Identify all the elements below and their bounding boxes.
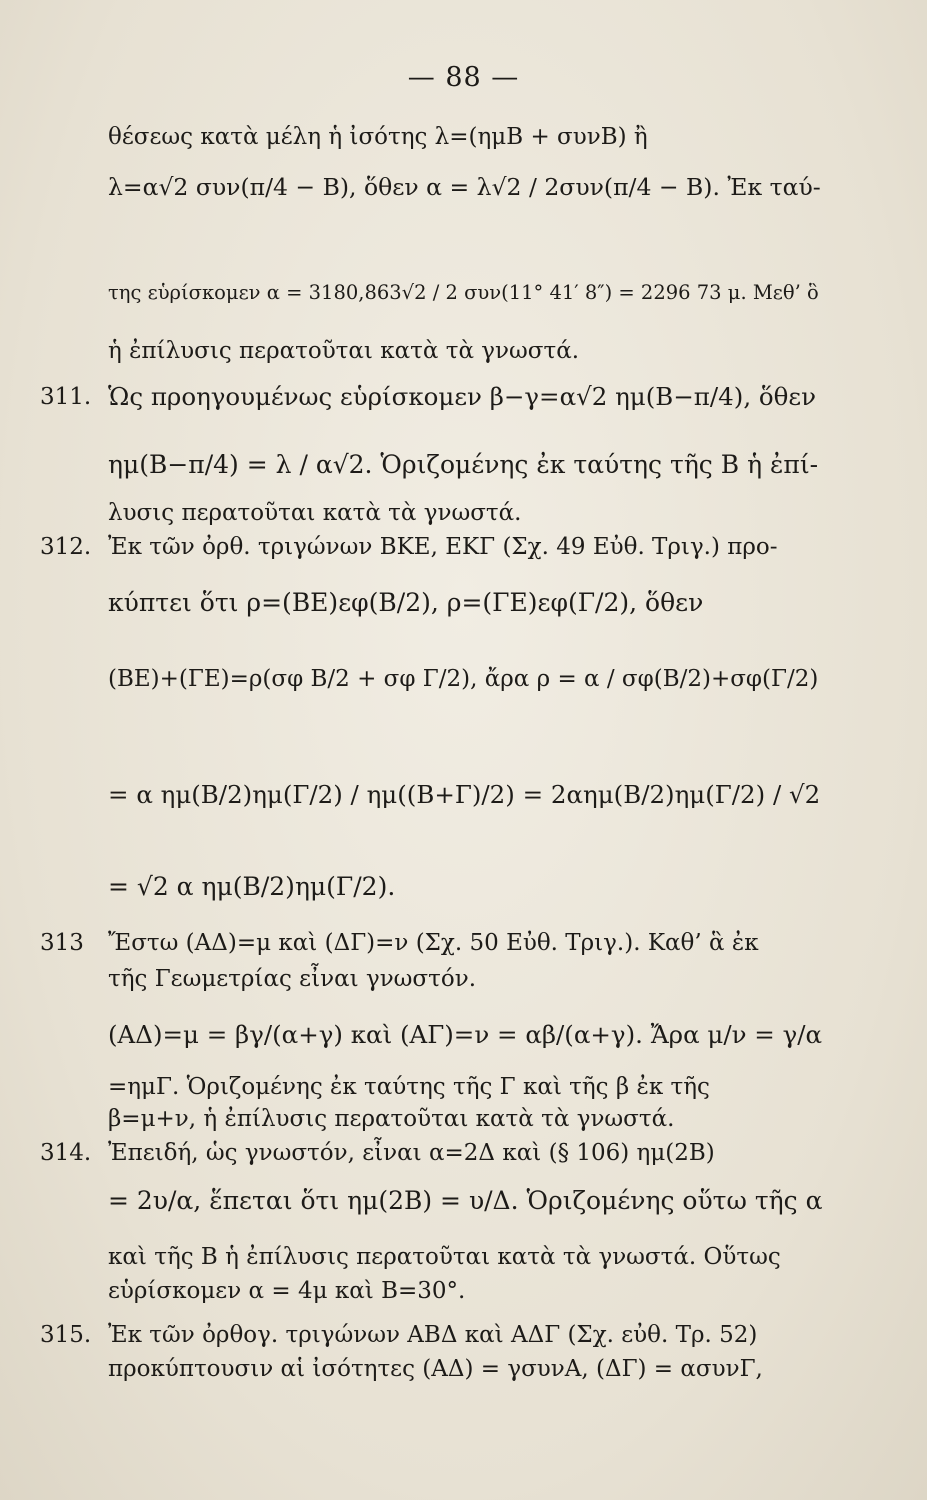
text-line: Ὡς προηγουμένως εὑρίσκομεν β−γ=α√2 ημ(Β−π/4), ὅθεν bbox=[108, 382, 816, 411]
text-line: Ἐκ τῶν ὀρθογ. τριγώνων ΑΒΔ καὶ ΑΔΓ (Σχ. εὐθ. Τρ. 52) bbox=[108, 1322, 758, 1348]
text-line: εὑρίσκομεν α = 4μ καὶ Β=30°. bbox=[108, 1278, 466, 1304]
text-line: Ἐκ τῶν ὀρθ. τριγώνων ΒΚΕ, ΕΚΓ (Σχ. 49 Εὐθ. Τριγ.) προ- bbox=[108, 534, 778, 560]
page-number: — 88 — bbox=[407, 62, 520, 93]
text-line: λυσις περατοῦται κατὰ τὰ γνωστά. bbox=[108, 500, 522, 526]
text-line: καὶ τῆς Β ἡ ἐπίλυσις περατοῦται κατὰ τὰ γνωστά. Οὕτως bbox=[108, 1244, 781, 1270]
text-line: = √2 α ημ(Β/2)ημ(Γ/2). bbox=[108, 872, 396, 901]
text-line: =ημΓ. Ὁριζομένης ἐκ ταύτης τῆς Γ καὶ τῆς β ἐκ τῆς bbox=[108, 1074, 710, 1100]
problem-number: 313 bbox=[40, 930, 84, 956]
text-line: κύπτει ὅτι ρ=(ΒΕ)εφ(Β/2), ρ=(ΓΕ)εφ(Γ/2), ὅθεν bbox=[108, 588, 704, 617]
text-line: τῆς Γεωμετρίας εἶναι γνωστόν. bbox=[108, 966, 476, 992]
text-line: θέσεως κατὰ μέλη ἡ ἰσότης λ=(ημΒ + συνΒ) ἢ bbox=[108, 124, 648, 150]
text-line: Ἔστω (ΑΔ)=μ καὶ (ΔΓ)=ν (Σχ. 50 Εὐθ. Τριγ.). Καθ’ ἃ ἐκ bbox=[108, 930, 759, 956]
text-line: ἡ ἐπίλυσις περατοῦται κατὰ τὰ γνωστά. bbox=[108, 338, 580, 364]
problem-number: 314. bbox=[40, 1140, 92, 1166]
text-line: λ=α√2 συν(π/4 − Β), ὅθεν α = λ√2 / 2συν(π/4 − Β). Ἐκ ταύ- bbox=[108, 173, 821, 201]
problem-number: 315. bbox=[40, 1322, 92, 1348]
text-line: = 2υ/α, ἕπεται ὅτι ημ(2Β) = υ/Δ. Ὁριζομένης οὕτω τῆς α bbox=[108, 1186, 823, 1215]
text-line: = α ημ(Β/2)ημ(Γ/2) / ημ((Β+Γ)/2) = 2αημ(Β/2)ημ(Γ/2) / √2 bbox=[108, 780, 821, 809]
text-line: προκύπτουσιν αἱ ἰσότητες (ΑΔ) = γσυνΑ, (ΔΓ) = ασυνΓ, bbox=[108, 1356, 763, 1382]
problem-number: 311. bbox=[40, 384, 92, 410]
text-line: Ἐπειδή, ὡς γνωστόν, εἶναι α=2Δ καὶ (§ 106) ημ(2Β) bbox=[108, 1140, 715, 1166]
text-line: ημ(Β−π/4) = λ / α√2. Ὁριζομένης ἐκ ταύτης τῆς Β ἡ ἐπί- bbox=[108, 450, 819, 479]
text-line: (ΒΕ)+(ΓΕ)=ρ(σφ Β/2 + σφ Γ/2), ἄρα ρ = α / σφ(Β/2)+σφ(Γ/2) bbox=[108, 666, 819, 692]
text-line: (ΑΔ)=μ = βγ/(α+γ) καὶ (ΑΓ)=ν = αβ/(α+γ). Ἄρα μ/ν = γ/α bbox=[108, 1020, 823, 1049]
text-line: της εὑρίσκομεν α = 3180,863√2 / 2 συν(11° 41′ 8″) = 2296 73 μ. Μεθ’ ὃ bbox=[108, 281, 819, 304]
text-line: β=μ+ν, ἡ ἐπίλυσις περατοῦται κατὰ τὰ γνωστά. bbox=[108, 1106, 675, 1132]
problem-number: 312. bbox=[40, 534, 92, 560]
